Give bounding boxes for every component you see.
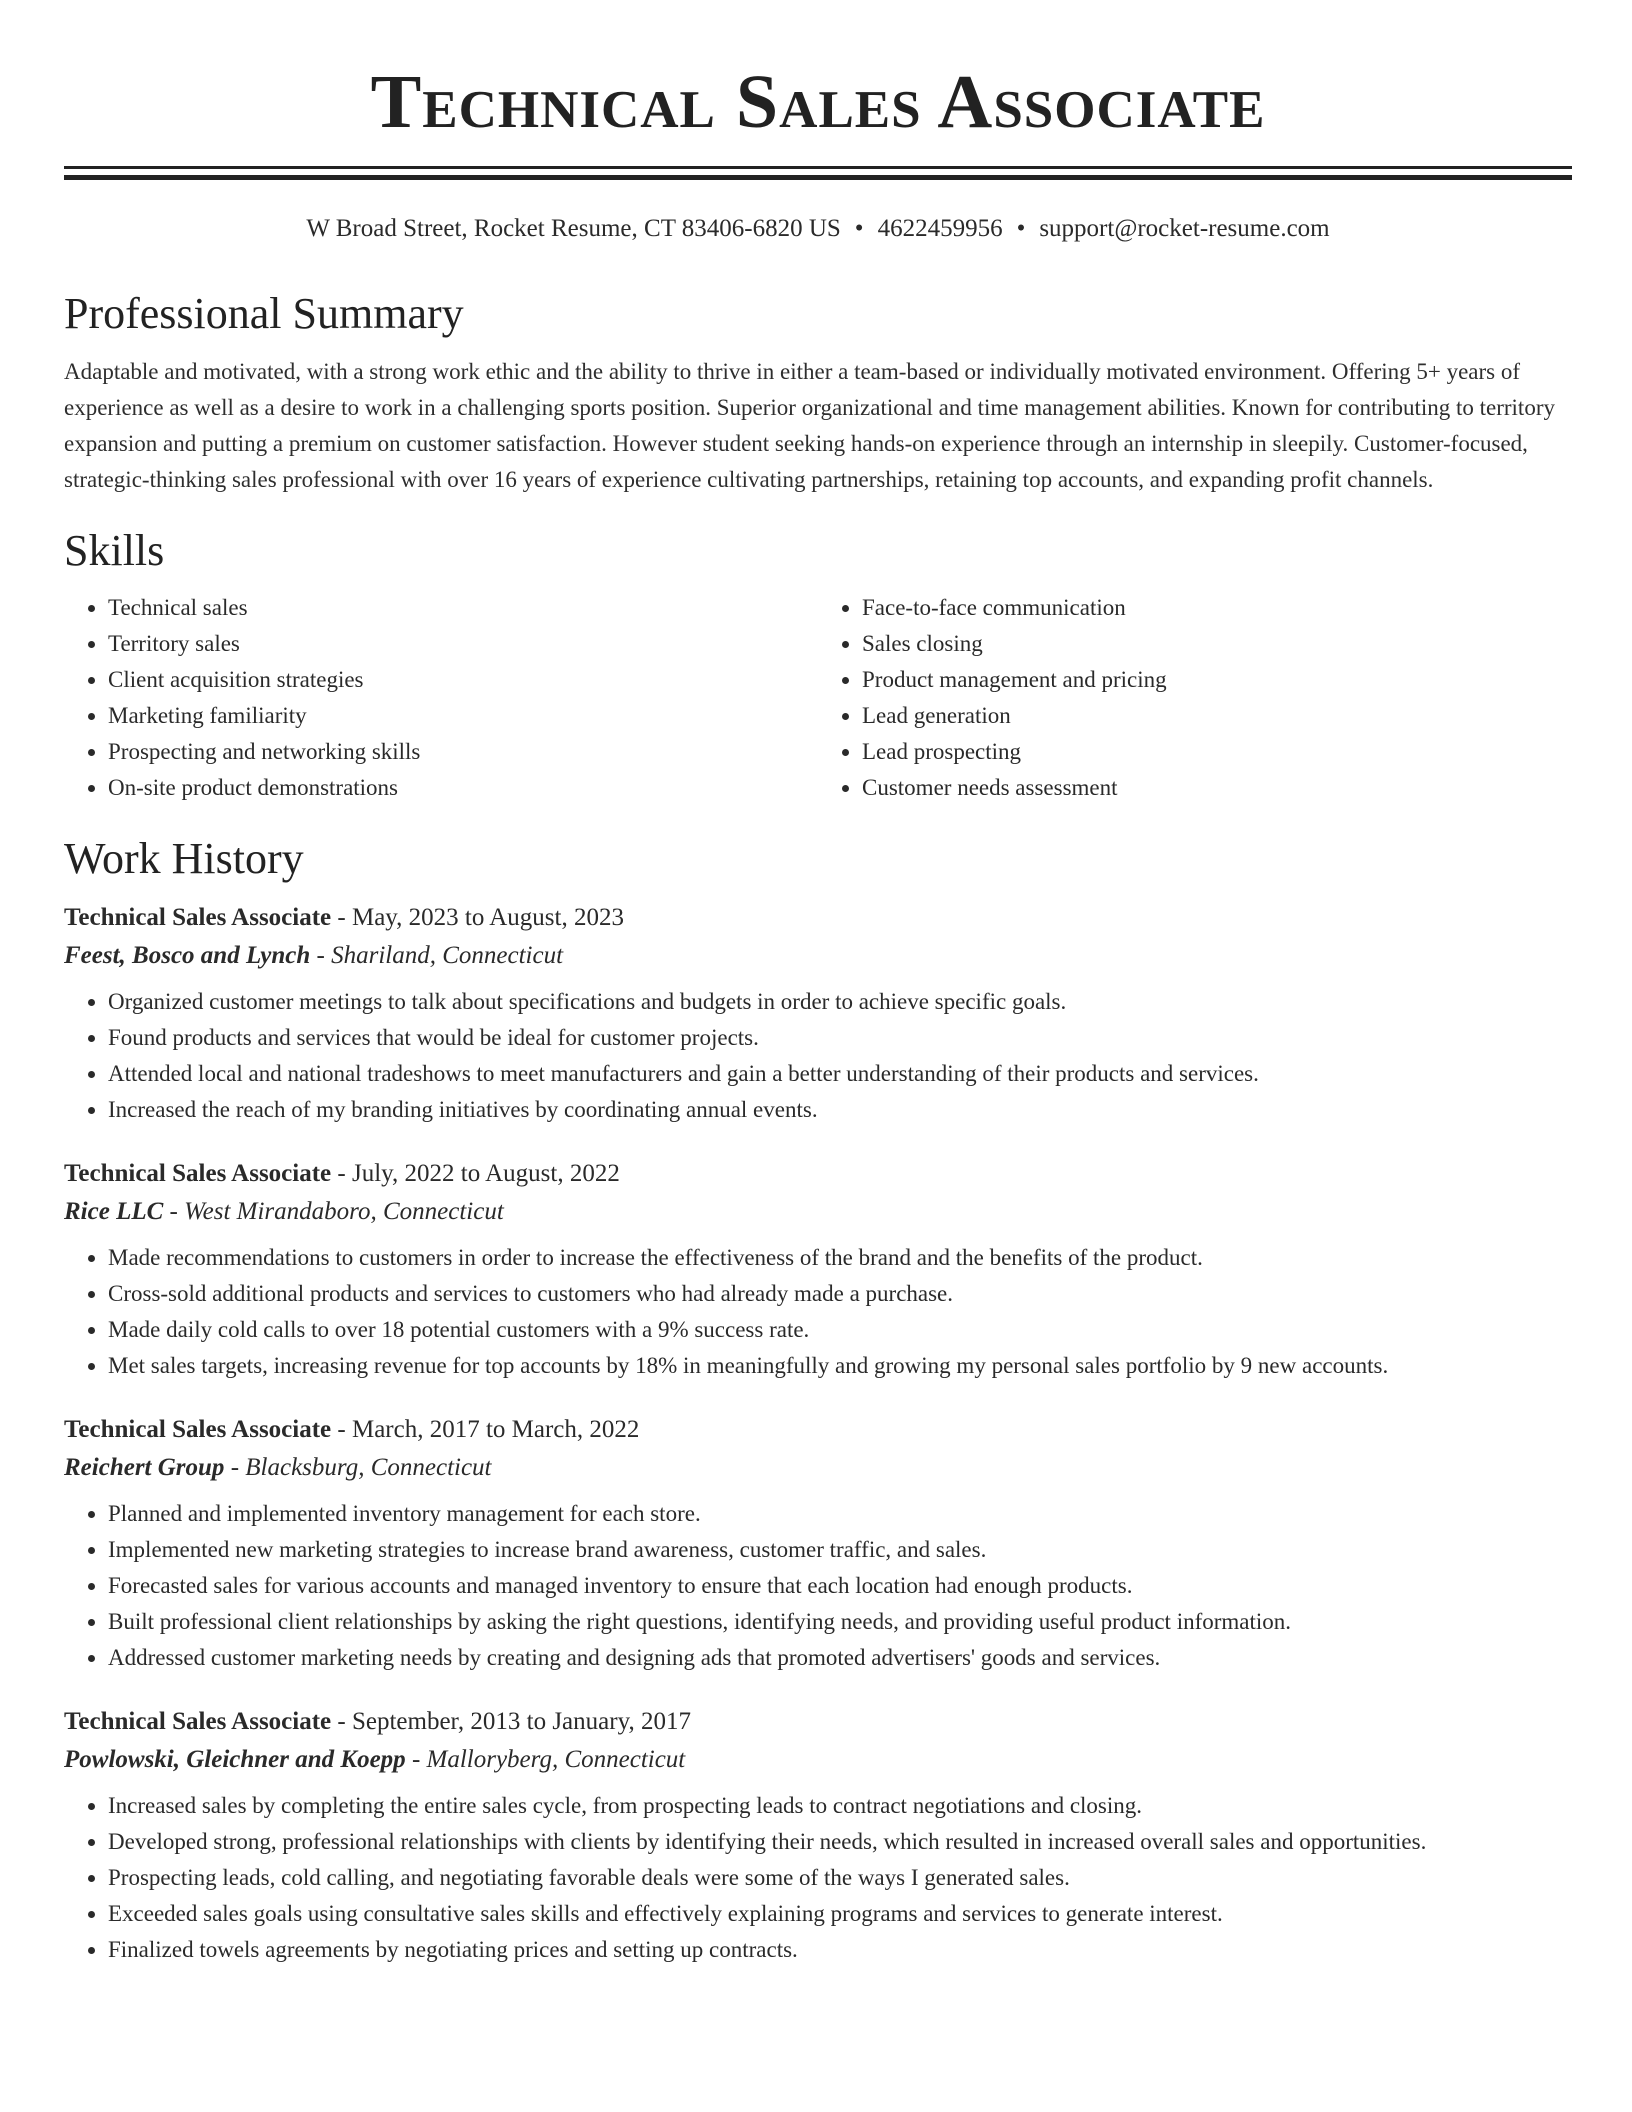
job-dates: - July, 2022 to August, 2022 [331,1160,620,1187]
job-bullet: • Addressed customer marketing needs by creating and designing ads that promoted advertisers' goods and services. [108,1640,1572,1676]
section-heading-work-history: Work History [64,834,304,883]
job-bullets [64,984,1572,1128]
section-heading-summary: Professional Summary [64,289,464,338]
company-line [64,1452,1572,1484]
resume-title: Technical Sales Associate [370,60,1266,144]
skill-item: • Client acquisition strategies [108,662,818,698]
skills-column-left [64,590,818,806]
skill-item: • Face-to-face communication [862,590,1572,626]
skill-item: • Sales closing [862,626,1572,662]
job-bullet: • Planned and implemented inventory management for each store. [108,1496,1572,1532]
job-entry [64,902,1572,1128]
job-bullet: • Developed strong, professional relationships with clients by identifying their needs, which resulted in increased overall sales and opportunities. [108,1824,1572,1860]
company-name: Reichert Group [64,1454,225,1481]
job-dates: - March, 2017 to March, 2022 [331,1416,640,1443]
job-bullet: • Organized customer meetings to talk about specifications and budgets in order to achieve specific goals. [108,984,1572,1020]
skills-column-right [818,590,1572,806]
contact-address: W Broad Street, Rocket Resume, CT 83406-6820 US [306,215,841,242]
job-bullet: • Made daily cold calls to over 18 potential customers with a 9% success rate. [108,1312,1572,1348]
skill-item: • On-site product demonstrations [108,770,818,806]
job-bullet: • Met sales targets, increasing revenue for top accounts by 18% in meaningfully and growing my personal sales portfolio by 9 new accounts. [108,1348,1572,1384]
job-bullet: • Prospecting leads, cold calling, and negotiating favorable deals were some of the ways I generated sales. [108,1860,1572,1896]
job-dates: - September, 2013 to January, 2017 [331,1708,691,1735]
company-name: Powlowski, Gleichner and Koepp [64,1746,406,1773]
job-title: Technical Sales Associate [64,1160,332,1187]
job-bullet: • Built professional client relationships by asking the right questions, identifying needs, and providing useful product information. [108,1604,1572,1640]
skills-section [64,526,1572,806]
job-heading [64,1158,1572,1190]
company-line [64,940,1572,972]
job-heading [64,902,1572,934]
job-heading [64,1414,1572,1446]
company-location: - Malloryberg, Connecticut [405,1746,686,1773]
skills-grid [64,590,1572,806]
company-name: Rice LLC [64,1198,164,1225]
company-location: - Blacksburg, Connecticut [224,1454,492,1481]
resume-page [64,0,1572,1968]
job-bullets [64,1240,1572,1384]
skill-item: • Territory sales [108,626,818,662]
job-bullet: • Increased the reach of my branding initiatives by coordinating annual events. [108,1092,1572,1128]
job-title: Technical Sales Associate [64,1708,332,1735]
job-bullets [64,1496,1572,1676]
professional-summary-section [64,289,1572,498]
job-bullet: • Found products and services that would be ideal for customer projects. [108,1020,1572,1056]
job-bullets [64,1788,1572,1968]
skill-item: • Prospecting and networking skills [108,734,818,770]
company-location: - Shariland, Connecticut [310,942,564,969]
job-bullet: • Attended local and national tradeshows to meet manufacturers and gain a better understanding of their products and services. [108,1056,1572,1092]
contact-separator: • [1016,215,1026,242]
job-title: Technical Sales Associate [64,1416,332,1443]
job-entry [64,1158,1572,1384]
job-entry [64,1414,1572,1676]
job-title: Technical Sales Associate [64,904,332,931]
title-divider-thick [64,175,1572,180]
job-bullet: • Forecasted sales for various accounts and managed inventory to ensure that each location had enough products. [108,1568,1572,1604]
job-bullet: • Finalized towels agreements by negotiating prices and setting up contracts. [108,1932,1572,1968]
skill-item: • Lead generation [862,698,1572,734]
skill-item: • Lead prospecting [862,734,1572,770]
skill-item: • Marketing familiarity [108,698,818,734]
job-heading [64,1706,1572,1738]
job-bullet: • Exceeded sales goals using consultative sales skills and effectively explaining programs and services to generate interest. [108,1896,1572,1932]
job-bullet: • Increased sales by completing the entire sales cycle, from prospecting leads to contract negotiations and closing. [108,1788,1572,1824]
job-entry [64,1706,1572,1968]
skill-item: • Technical sales [108,590,818,626]
job-dates: - May, 2023 to August, 2023 [331,904,624,931]
contact-email: support@rocket-resume.com [1039,215,1330,242]
company-line [64,1744,1572,1776]
job-bullet: • Made recommendations to customers in order to increase the effectiveness of the brand and the benefits of the product. [108,1240,1572,1276]
work-history-section [64,834,1572,1968]
company-name: Feest, Bosco and Lynch [64,942,311,969]
contact-phone: 4622459956 [877,215,1003,242]
section-heading-skills: Skills [64,526,165,575]
skill-item: • Product management and pricing [862,662,1572,698]
contact-separator: • [854,215,864,242]
job-bullet: • Implemented new marketing strategies to increase brand awareness, customer traffic, and sales. [108,1532,1572,1568]
job-bullet: • Cross-sold additional products and services to customers who had already made a purchase. [108,1276,1572,1312]
company-location: - West Mirandaboro, Connecticut [163,1198,504,1225]
title-divider-thin [64,166,1572,169]
skill-item: • Customer needs assessment [862,770,1572,806]
contact-line [64,214,1572,244]
summary-text: Adaptable and motivated, with a strong work ethic and the ability to thrive in either a team-based or individually motivated environment. Offering 5+ years of experience as well as a desire to work in a challenging sports position. Superior organizational and time management abilities. Known for contributing to territory expansion and putting a premium on customer satisfaction. However student seeking hands-on experience through an internship in sleepily. Customer-focused, strategic-thinking sales professional with over 16 years of experience cultivating partnerships, retaining top accounts, and expanding profit channels. [64,359,1555,492]
company-line [64,1196,1572,1228]
